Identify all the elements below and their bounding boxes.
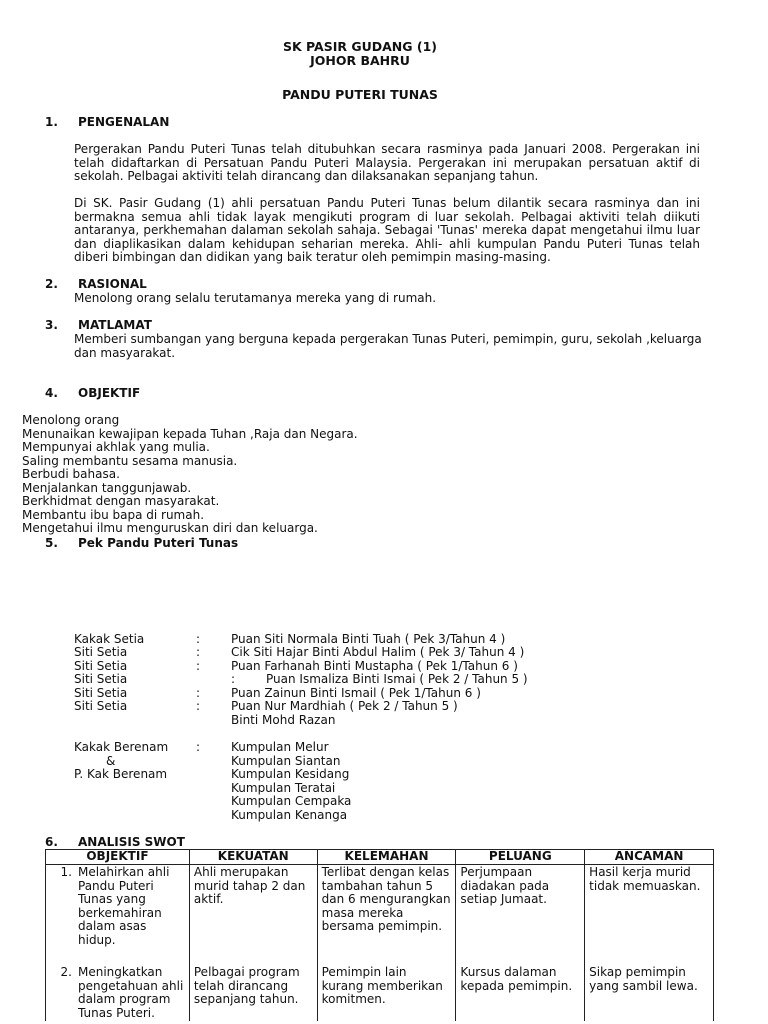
group-name: Kumpulan Siantan bbox=[231, 754, 341, 768]
section-6-number: 6. bbox=[45, 835, 58, 849]
section-1-number: 1. bbox=[45, 115, 58, 129]
section-1-paragraph-1 bbox=[74, 143, 700, 184]
objective-item: Membantu ibu bapa di rumah. bbox=[22, 507, 205, 522]
swot-header-row bbox=[46, 850, 714, 865]
staff-name: Puan Zainun Binti Ismail ( Pek 1/Tahun 6 ) bbox=[231, 686, 481, 700]
staff-separator: : bbox=[196, 659, 201, 673]
staff-role: Siti Setia bbox=[74, 672, 128, 686]
swot-cell-ancaman: Sikap pemimpin yang sambil lewa. bbox=[585, 965, 714, 1021]
berenam-role: Kakak Berenam bbox=[74, 740, 169, 754]
swot-header-objektif: OBJEKTIF bbox=[46, 850, 190, 865]
staff-name-continuation: Binti Mohd Razan bbox=[231, 713, 336, 727]
group-name: Kumpulan Cempaka bbox=[231, 794, 352, 808]
swot-cell-kekuatan: Pelbagai program telah dirancang sepanjang tahun. bbox=[189, 965, 317, 1021]
swot-objektif-text: Meningkatkan pengetahuan ahli dalam program Tunas Puteri. bbox=[78, 965, 184, 1020]
group-name: Kumpulan Melur bbox=[231, 740, 329, 754]
staff-role: Siti Setia bbox=[74, 699, 128, 713]
swot-cell-objektif bbox=[46, 865, 190, 949]
objective-item: Saling membantu sesama manusia. bbox=[22, 453, 238, 468]
swot-cell-objektif bbox=[46, 965, 190, 1021]
group-name: Kumpulan Teratai bbox=[231, 781, 336, 795]
objective-item: Mengetahui ilmu menguruskan diri dan keluarga. bbox=[22, 521, 318, 535]
objective-item: Berbudi bahasa. bbox=[22, 467, 120, 481]
objective-item: Mempunyai akhlak yang mulia. bbox=[22, 440, 210, 454]
section-4-number: 4. bbox=[45, 386, 58, 400]
swot-cell-peluang: Kursus dalaman kepada pemimpin. bbox=[456, 965, 585, 1021]
section-5-number: 5. bbox=[45, 536, 58, 550]
objective-item: Menunaikan kewajipan kepada Tuhan ,Raja dan Negara. bbox=[22, 426, 358, 441]
swot-cell-ancaman: Hasil kerja murid tidak memuaskan. bbox=[585, 865, 714, 949]
group-name: Kumpulan Kesidang bbox=[231, 767, 350, 781]
city-name: JOHOR BAHRU bbox=[310, 53, 410, 68]
section-1-paragraph-2 bbox=[74, 197, 700, 265]
school-name: SK PASIR GUDANG (1) bbox=[282, 39, 438, 54]
swot-cell-kekuatan: Ahli merupakan murid tahap 2 dan aktif. bbox=[189, 865, 317, 949]
document-title: PANDU PUTERI TUNAS bbox=[282, 87, 438, 102]
swot-cell-kelemahan: Terlibat dengan kelas tambahan tahun 5 dan 6 mengurangkan masa mereka bersama pemimpin. bbox=[317, 865, 456, 949]
section-2-number: 2. bbox=[45, 277, 58, 291]
berenam-ampersand: & bbox=[106, 754, 116, 768]
swot-header-kelemahan: KELEMAHAN bbox=[317, 850, 456, 865]
staff-name: Puan Farhanah Binti Mustapha ( Pek 1/Tahun 6 ) bbox=[231, 659, 518, 673]
berenam-role: P. Kak Berenam bbox=[74, 767, 168, 781]
staff-role: Siti Setia bbox=[74, 686, 128, 700]
section-3-title: MATLAMAT bbox=[78, 318, 152, 332]
swot-table bbox=[45, 849, 714, 1021]
swot-header-peluang: PELUANG bbox=[456, 850, 585, 865]
swot-cell-kelemahan: Pemimpin lain kurang memberikan komitmen. bbox=[317, 965, 456, 1021]
group-name: Kumpulan Kenanga bbox=[231, 808, 348, 822]
table-row-spacer bbox=[46, 948, 714, 965]
staff-separator: : bbox=[231, 672, 236, 686]
staff-name: Puan Ismaliza Binti Ismai ( Pek 2 / Tahun 5 ) bbox=[266, 672, 528, 686]
berenam-separator: : bbox=[196, 740, 201, 754]
section-2-text: Menolong orang selalu terutamanya mereka yang di rumah. bbox=[74, 291, 437, 305]
staff-separator: : bbox=[196, 645, 201, 659]
section-6-title: ANALISIS SWOT bbox=[78, 835, 185, 849]
swot-header-kekuatan: KEKUATAN bbox=[189, 850, 317, 865]
staff-name: Puan Nur Mardhiah ( Pek 2 / Tahun 5 ) bbox=[231, 699, 458, 713]
objective-list bbox=[22, 414, 358, 536]
section-1-title: PENGENALAN bbox=[78, 115, 170, 129]
section-3-number: 3. bbox=[45, 318, 58, 332]
objective-item: Menjalankan tanggunjawab. bbox=[22, 480, 192, 495]
swot-cell-peluang: Perjumpaan diadakan pada setiap Jumaat. bbox=[456, 865, 585, 949]
staff-name: Puan Siti Normala Binti Tuah ( Pek 3/Tahun 4 ) bbox=[231, 632, 506, 646]
staff-separator: : bbox=[196, 686, 201, 700]
section-5-title: Pek Pandu Puteri Tunas bbox=[78, 536, 239, 550]
staff-separator: : bbox=[196, 632, 201, 646]
section-3-text: Memberi sumbangan yang berguna kepada pergerakan Tunas Puteri, pemimpin, guru, sekolah ,keluarga dan masyarakat. bbox=[74, 332, 702, 360]
swot-row-number: 1. bbox=[60, 865, 72, 879]
section-1-text-2: Di SK. Pasir Gudang (1) ahli persatuan Pandu Puteri Tunas belum dilantik secara rasminya dan ini bermakna semua ahli tidak layak mengikuti program di luar sekolah. Pelbagai aktiviti telah diikuti antaranya, perkhemahan dalaman sekolah sahaja. Sebagai 'Tunas' mereka dapat mengetahui ilmu luar dan diaplikasikan dalam kehidupan seharian mereka. Ahli- ahli kumpulan Pandu Puteri Tunas telah diberi bimbingan dan didikan yang baik teratur oleh pemimpin masing-masing. bbox=[74, 196, 700, 264]
section-4-title: OBJEKTIF bbox=[78, 386, 141, 400]
swot-objektif-text: Melahirkan ahli Pandu Puteri Tunas yang berkemahiran dalam asas hidup. bbox=[78, 865, 170, 947]
section-1-text-1: Pergerakan Pandu Puteri Tunas telah ditubuhkan secara rasminya pada Januari 2008. Pergerakan ini telah didaftarkan di Persatuan Pandu Puteri Malaysia. Pergerakan ini merupakan persatuan aktif di sekolah. Pelbagai aktiviti telah dirancang dan dilaksanakan sepanjang tahun. bbox=[74, 142, 700, 183]
objective-item: Berkhidmat dengan masyarakat. bbox=[22, 494, 220, 508]
section-2-title: RASIONAL bbox=[78, 277, 147, 291]
staff-role: Siti Setia bbox=[74, 659, 128, 673]
table-row bbox=[46, 865, 714, 949]
objective-item: Menolong orang bbox=[22, 413, 120, 427]
table-row bbox=[46, 965, 714, 1021]
staff-name: Cik Siti Hajar Binti Abdul Halim ( Pek 3/ Tahun 4 ) bbox=[231, 645, 525, 659]
staff-role: Siti Setia bbox=[74, 645, 128, 659]
swot-row-number: 2. bbox=[60, 965, 72, 979]
staff-role: Kakak Setia bbox=[74, 632, 145, 646]
swot-header-ancaman: ANCAMAN bbox=[585, 850, 714, 865]
staff-separator: : bbox=[196, 699, 201, 713]
